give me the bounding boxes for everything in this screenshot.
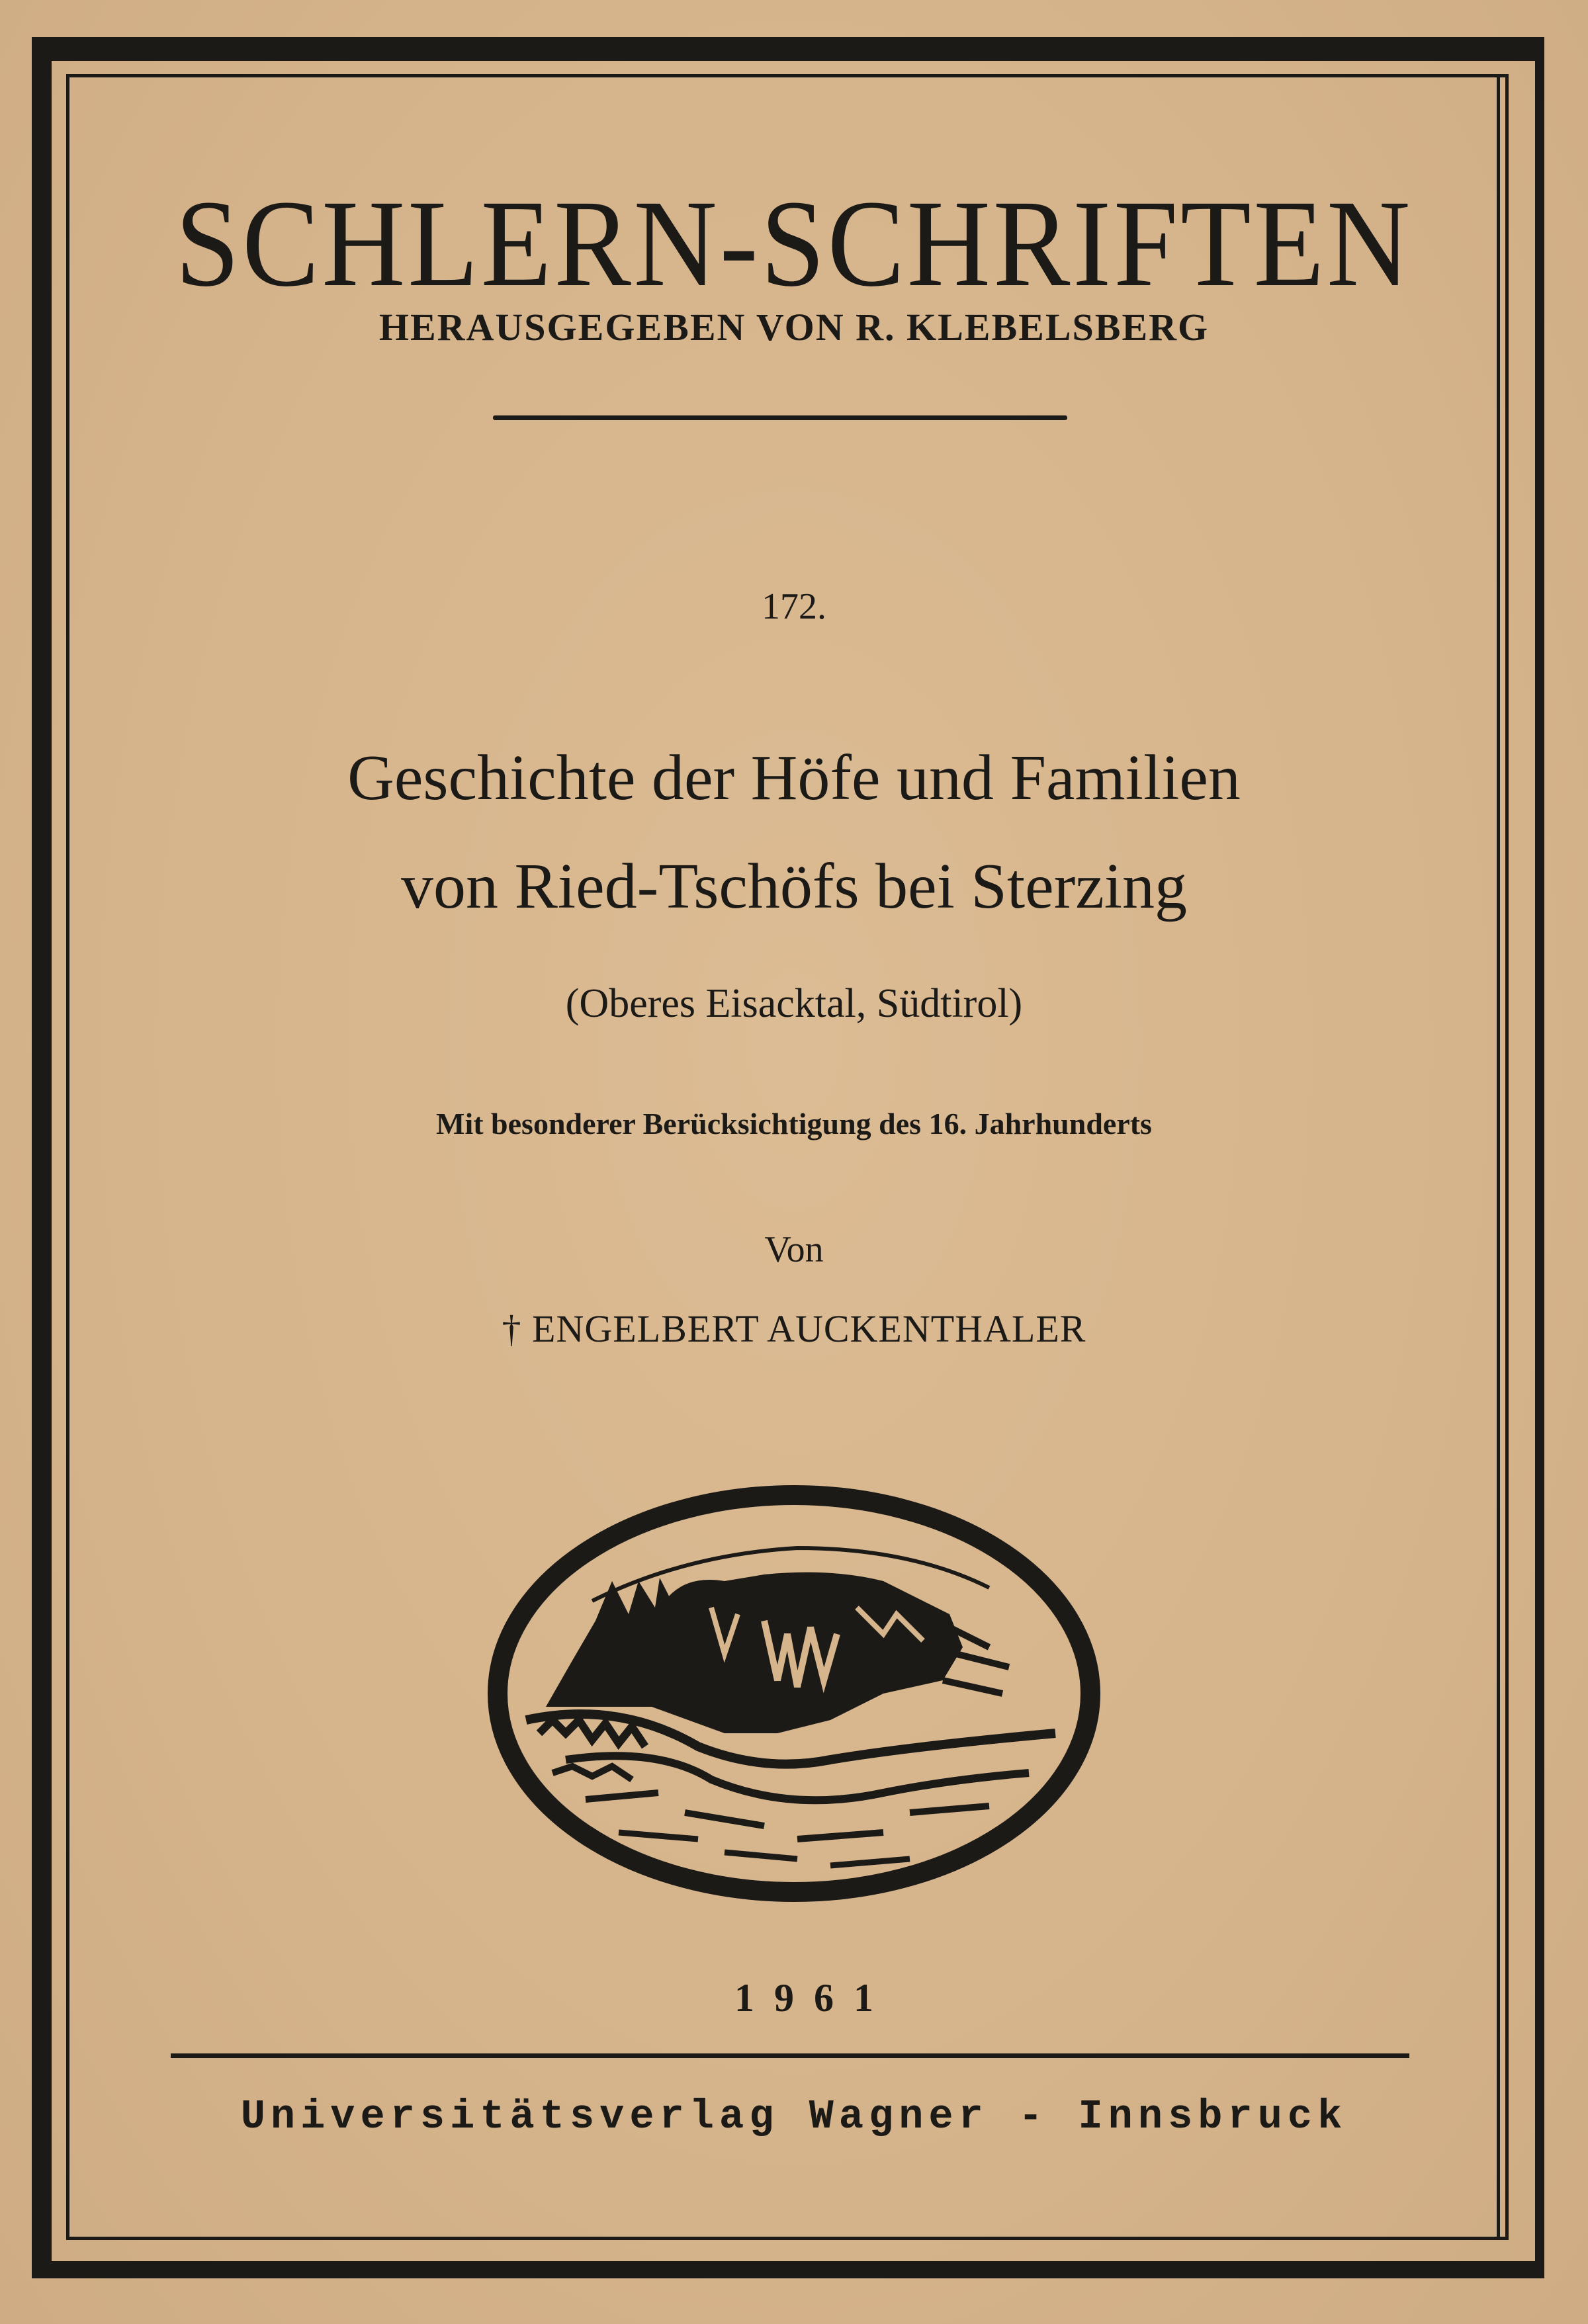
main-title-line-1: Geschichte der Höfe und Familien <box>347 742 1241 814</box>
author-name: † ENGELBERT AUCKENTHALER <box>502 1307 1086 1350</box>
volume-number: 172. <box>762 586 826 627</box>
mountain-emblem-icon <box>486 1482 1102 1905</box>
subtitle-line: Mit besonderer Berücksichtigung des 16. Jahrhunderts <box>436 1107 1152 1140</box>
main-title-line-2: von Ried-Tschöfs bei Sterzing <box>401 851 1187 922</box>
bottom-divider-rule <box>171 2053 1409 2058</box>
inner-border-frame <box>66 74 1509 2240</box>
publication-year: 1961 <box>734 1976 893 2020</box>
top-divider-rule <box>493 415 1067 420</box>
by-line: Von <box>764 1229 824 1270</box>
region-line: (Oberes Eisacktal, Südtirol) <box>565 981 1023 1026</box>
series-title: SCHLERN-SCHRIFTEN <box>175 174 1413 312</box>
inner-border-right-line <box>1497 74 1500 2240</box>
publisher-line: Universitätsverlag Wagner - Innsbruck <box>240 2093 1348 2140</box>
editor-line: HERAUSGEGEBEN VON R. KLEBELSBERG <box>378 306 1210 349</box>
